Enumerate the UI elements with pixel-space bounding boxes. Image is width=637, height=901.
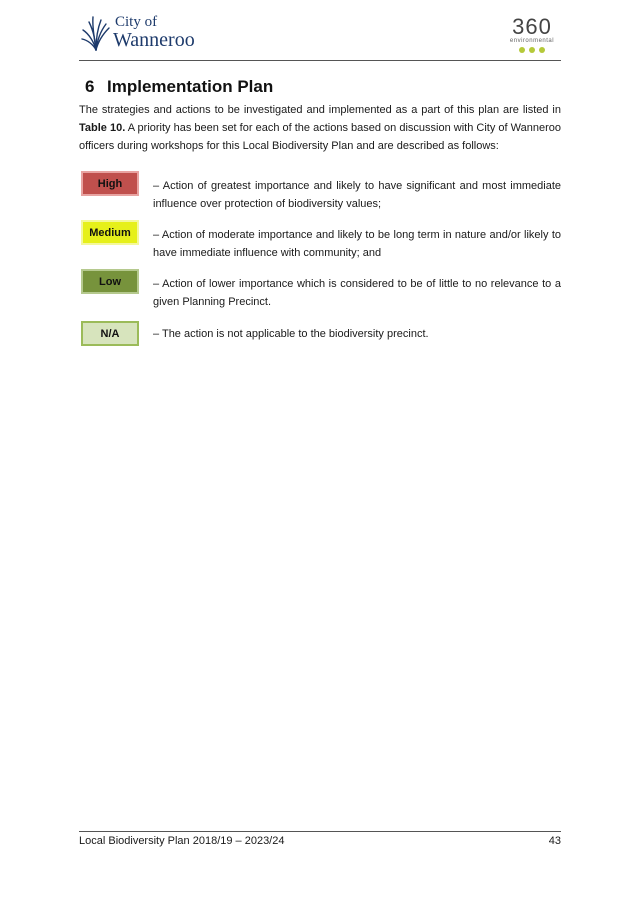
priority-description-na: – The action is not applicable to the biodiversity precinct. — [153, 328, 429, 340]
priority-description-high: – Action of greatest importance and likely to have significant and most immediate influence over protection of biodiversity values; — [153, 180, 561, 210]
logo-360-text: 360 — [512, 14, 552, 39]
grass-tree-icon — [81, 14, 111, 52]
logo-dot — [529, 47, 535, 53]
page-footer — [79, 831, 561, 847]
footer-page-number: 43 — [548, 835, 561, 847]
logo-dot — [519, 47, 525, 53]
section-heading — [85, 77, 273, 97]
logo-city-text: City of — [115, 14, 158, 30]
intro-paragraph — [79, 101, 561, 155]
priority-badge-na: N/A — [81, 321, 139, 346]
logo-dots — [503, 47, 561, 53]
priority-description-medium: – Action of moderate importance and likely to be long term in nature and/or likely to have immediate influence with community; and — [153, 229, 561, 259]
priority-description-low: – Action of lower importance which is considered to be of little to no relevance to a given Planning Precinct. — [153, 278, 561, 308]
intro-text-after: A priority has been set for each of the actions based on discussion with City of Wanneroo officers during workshops for this Local Biodiversity Plan and are described as follows: — [79, 122, 562, 152]
city-of-wanneroo-logo — [81, 14, 195, 52]
logo-wanneroo-text: Wanneroo — [113, 29, 195, 51]
logo-dot — [539, 47, 545, 53]
360-environmental-logo — [503, 16, 561, 53]
footer-document-title: Local Biodiversity Plan 2018/19 – 2023/24 — [79, 835, 285, 847]
section-number: 6 — [85, 77, 95, 96]
intro-table-reference: Table 10. — [79, 122, 126, 134]
logo-environmental-text: environmental — [509, 38, 555, 44]
priority-badge-high: High — [81, 171, 139, 196]
intro-text-before: The strategies and actions to be investigated and implemented as a part of this plan are listed in — [79, 104, 561, 116]
section-title: Implementation Plan — [107, 77, 274, 96]
priority-badge-medium: Medium — [81, 220, 139, 245]
priority-badge-low: Low — [81, 269, 139, 294]
page-header — [79, 10, 561, 61]
